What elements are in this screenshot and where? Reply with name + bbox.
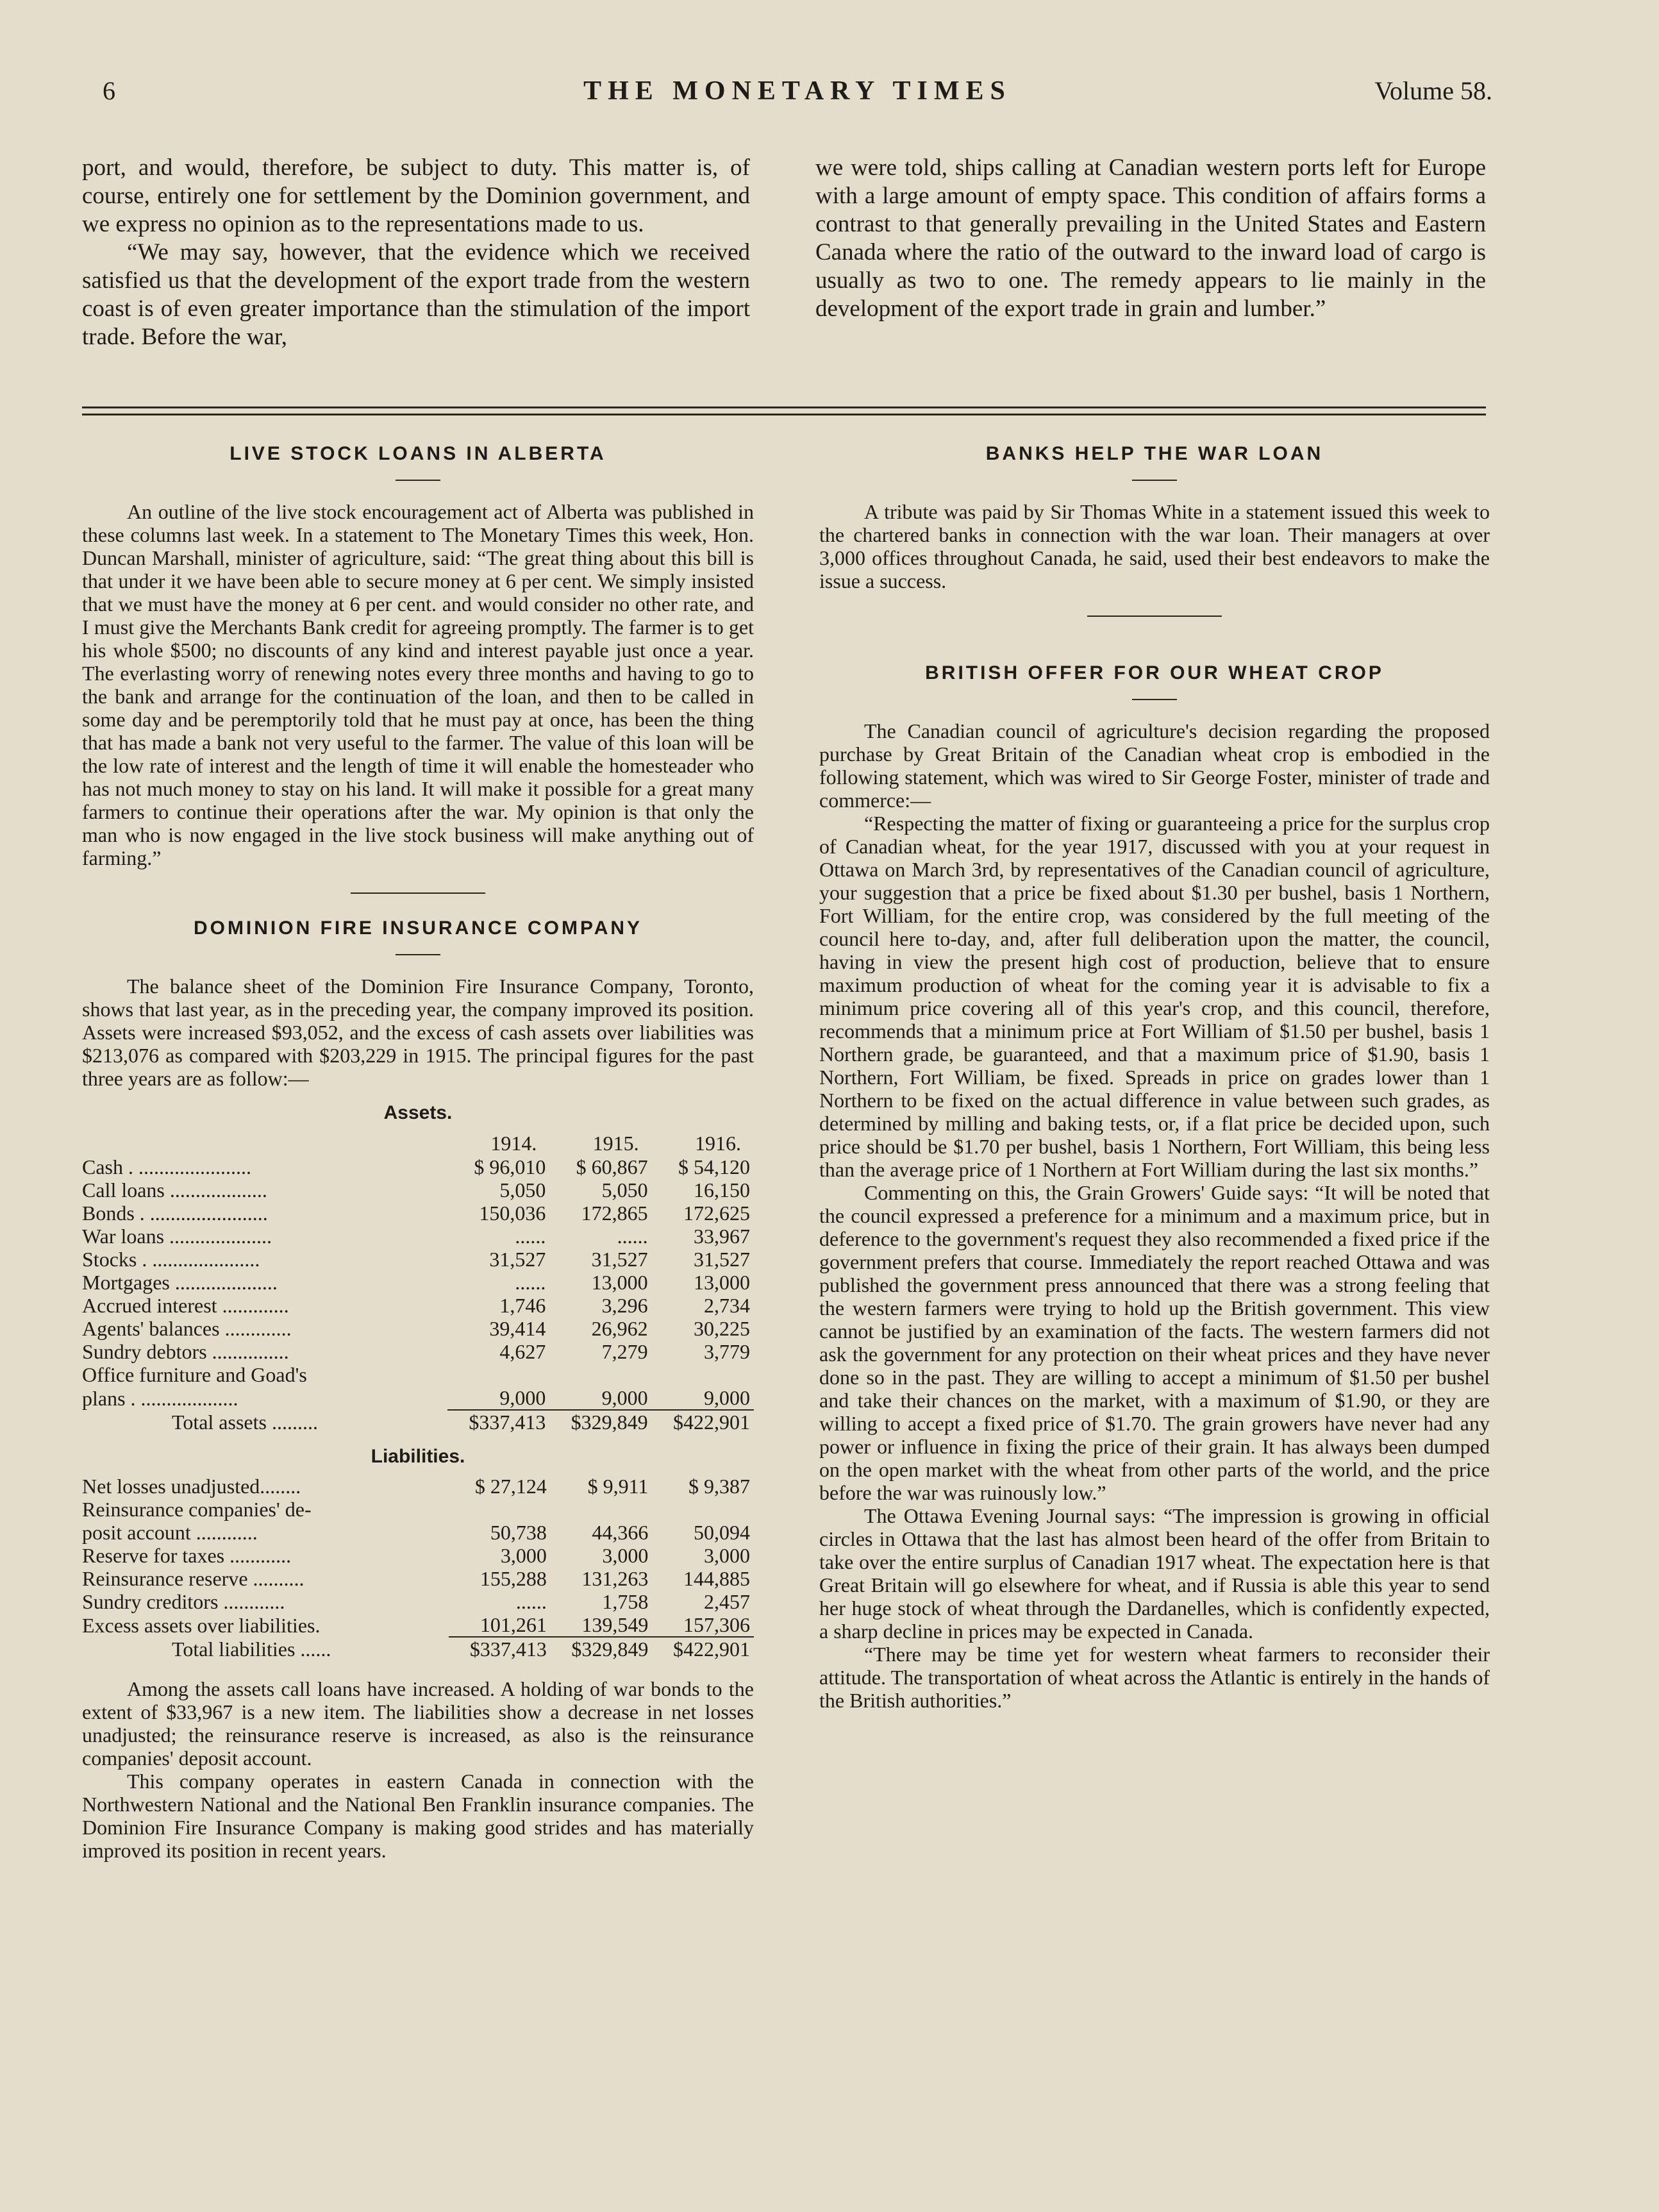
year-header: 1915.	[592, 1132, 639, 1155]
table-row	[82, 1155, 754, 1178]
headline-rule	[396, 954, 440, 955]
table-row	[82, 1386, 754, 1410]
total-row	[82, 1637, 754, 1661]
left-column	[82, 442, 754, 1862]
article-dominion-fire	[82, 917, 754, 1862]
paragraph: Commenting on this, the Grain Growers' Guide says: “It will be noted that the council expressed a preference for a minimum and a maximum price, but in deference to the government's request they also recommended a fixed price if the government prefers that course. Immediately the report reached Ottawa and was published the government press announced that there was a strong feeling that the western farmers were trying to hold up the British government. This view cannot be justified by an examination of the facts. The western farmers did not ask the government for any protection on their wheat prices and they have never done so in the past. They are willing to accept a minimum of $1.50 per bushel and take their chances on the market, with a maximum of $1.90, or they are willing to accept a fixed price of $1.70. The grain growers have never had any power or influence in fixing the price of their grain. It has always been dumped on the open market with the wheat from other parts of the world, and the price before the war was ruinously low.”	[819, 1181, 1490, 1504]
row-value: $ 60,867	[576, 1155, 648, 1178]
total-label: Total liabilities ......	[172, 1638, 331, 1661]
year-header: 1914.	[490, 1132, 537, 1155]
row-value: 31,527	[694, 1248, 750, 1271]
total-value: $329,849	[549, 1410, 651, 1434]
row-value: $ 9,387	[688, 1475, 750, 1498]
total-value: $337,413	[447, 1410, 549, 1434]
row-value: $ 9,911	[587, 1475, 649, 1498]
row-value: 31,527	[489, 1248, 546, 1271]
row-value: 9,000	[601, 1386, 648, 1409]
headline: LIVE STOCK LOANS IN ALBERTA	[229, 443, 606, 464]
row-value: 131,263	[581, 1567, 649, 1590]
table-row	[82, 1271, 754, 1294]
row-value: 4,627	[499, 1340, 546, 1363]
row-label: Mortgages ....................	[82, 1271, 278, 1294]
row-value	[447, 1363, 549, 1386]
row-value: 2,457	[704, 1590, 750, 1613]
row-label: posit account ............	[82, 1521, 258, 1544]
row-value	[449, 1498, 551, 1521]
table-row	[82, 1363, 754, 1386]
row-value: 26,962	[591, 1317, 648, 1340]
row-value: 5,050	[499, 1178, 546, 1202]
row-value: 9,000	[704, 1386, 750, 1409]
paragraph: The Canadian council of agriculture's decision regarding the proposed purchase by Great Britain of the Canadian wheat crop is embodied in the following statement, which was wired to Sir George Foster, minister of trade and commerce:—	[819, 719, 1490, 812]
year-header: 1916.	[695, 1132, 741, 1155]
assets-heading: Assets.	[383, 1102, 453, 1123]
row-value: 13,000	[591, 1271, 648, 1294]
row-value: 2,734	[704, 1294, 750, 1317]
row-label: Reinsurance reserve ..........	[82, 1567, 304, 1590]
row-value	[549, 1363, 651, 1386]
paragraph: A tribute was paid by Sir Thomas White in a statement issued this week to the chartered banks in connection with the war loan. Their managers at over 3,000 offices throughout Canada, he said, used their best endeavors to make the issue a success.	[819, 500, 1490, 592]
headline-rule	[396, 480, 440, 481]
row-value: ......	[515, 1590, 547, 1613]
row-value: 1,758	[602, 1590, 649, 1613]
total-value: $422,901	[652, 1637, 754, 1661]
total-value: $422,901	[652, 1410, 754, 1434]
headline-rule	[1132, 480, 1177, 481]
row-value: 101,261	[479, 1613, 547, 1636]
table-row	[82, 1178, 754, 1202]
table-row	[82, 1613, 754, 1637]
liabilities-heading: Liabilities.	[371, 1446, 465, 1467]
table-row	[82, 1317, 754, 1340]
row-label: Reinsurance companies' de-	[82, 1498, 312, 1521]
headline-rule	[1132, 699, 1177, 700]
row-value: 172,865	[581, 1202, 648, 1225]
paragraph: we were told, ships calling at Canadian western ports left for Europe with a large amount of empty space. This condition of affairs forms a contrast to that generally prevailing in the United States and Eastern Canada where the ratio of the outward to the inward load of cargo is usually as two to one. The remedy appears to lie mainly in the development of the export trade in grain and lumber.”	[815, 155, 1486, 322]
row-value: ......	[515, 1225, 546, 1248]
row-label: Agents' balances .............	[82, 1317, 292, 1340]
row-label: Cash . ......................	[82, 1155, 251, 1178]
row-value: 157,306	[683, 1613, 750, 1636]
headline: DOMINION FIRE INSURANCE COMPANY	[193, 917, 643, 939]
continued-article-left	[82, 154, 750, 351]
article-separator	[351, 892, 485, 894]
volume-label: Volume 58.	[1374, 76, 1492, 105]
row-value: 50,094	[694, 1521, 750, 1544]
row-value: 3,000	[500, 1544, 547, 1567]
row-value: 50,738	[490, 1521, 547, 1544]
article-british-offer	[819, 662, 1490, 1712]
row-label: Sundry debtors ...............	[82, 1340, 289, 1363]
article-separator	[1087, 616, 1222, 617]
table-row	[82, 1248, 754, 1271]
paragraph: “We may say, however, that the evidence which we received satisfied us that the development of the export trade from the western coast is of even greater importance than the stimulation of the import trade. Before the war,	[82, 239, 750, 350]
paragraph: “Respecting the matter of fixing or guaranteeing a price for the surplus crop of Canadian wheat, for the year 1917, discussed with you at your request in Ottawa on March 3rd, by representatives of the Canadian council of agriculture, your suggestion that a price be fixed about $1.30 per bushel, basis 1 Northern, Fort William, for the entire crop, was considered by the full meeting of the council here to-day, and, after full deliberation upon the matter, the council, having in view the present high cost of production, believe that to ensure maximum production of wheat for the coming year it is advisable to fix a minimum price covering all of this year's crop, and this council, therefore, recommends that a minimum price at Fort William of $1.50 per bushel, basis 1 Northern grade, be guaranteed, and that a maximum price of $1.90, basis 1 Northern, Fort William, be fixed. Spreads in price on grades lower than 1 Northern to be fixed on the actual difference in value between such grades, as determined by milling and baking tests, or, if a flat price be decided upon, such price should be $1.70 per bushel, basis 1 Northern, Fort William, this being less than the average price of 1 Northern at Fort William during the last six months.”	[819, 812, 1490, 1181]
page-header	[103, 76, 1492, 114]
row-label: Bonds . .......................	[82, 1202, 268, 1225]
row-value: 39,414	[489, 1317, 546, 1340]
row-label: Reserve for taxes ............	[82, 1544, 292, 1567]
continued-article-right	[815, 154, 1486, 323]
row-value: $ 96,010	[474, 1155, 546, 1178]
page-number: 6	[103, 76, 115, 105]
row-label: War loans ....................	[82, 1225, 272, 1248]
right-column	[819, 442, 1490, 1712]
row-value: 3,296	[601, 1294, 648, 1317]
row-label: Accrued interest .............	[82, 1294, 289, 1317]
row-value: ......	[617, 1225, 648, 1248]
article-live-stock-loans	[82, 442, 754, 869]
table-row	[82, 1498, 754, 1521]
assets-table	[82, 1131, 754, 1434]
row-value: 3,779	[704, 1340, 750, 1363]
liabilities-table	[82, 1475, 754, 1661]
row-value: 144,885	[683, 1567, 750, 1590]
paragraph: port, and would, therefore, be subject to duty. This matter is, of course, entirely one for settlement by the Dominion government, and we express no opinion as to the representations made to us.	[82, 155, 750, 237]
row-value: 139,549	[581, 1613, 649, 1636]
row-value: 16,150	[694, 1178, 750, 1202]
paragraph: The Ottawa Evening Journal says: “The impression is growing in official circles in Ottawa that the last has almost been heard of the offer from Britain to take over the entire surplus of Canadian 1917 wheat. The expectation here is that Great Britain will go elsewhere for wheat, and if Russia is able this year to send her huge stock of wheat through the Dardanelles, which is confidently expected, a sharp decline in prices may be expected in Canada.	[819, 1504, 1490, 1643]
table-row	[82, 1475, 754, 1498]
row-value: 3,000	[602, 1544, 649, 1567]
total-value: $329,849	[551, 1637, 653, 1661]
row-value	[652, 1363, 754, 1386]
row-value: $ 27,124	[474, 1475, 547, 1498]
row-value: 1,746	[499, 1294, 546, 1317]
total-label: Total assets .........	[172, 1411, 318, 1434]
paragraph: The balance sheet of the Dominion Fire Insurance Company, Toronto, shows that last year, as in the preceding year, the company improved its position. Assets were increased $93,052, and the excess of cash assets over liabilities was $213,076 as compared with $203,229 in 1915. The principal figures for the past three years are as follow:—	[82, 975, 754, 1090]
row-value: 30,225	[694, 1317, 750, 1340]
article-banks-war-loan	[819, 442, 1490, 592]
total-value: $337,413	[449, 1637, 551, 1661]
total-row	[82, 1410, 754, 1434]
row-value: 33,967	[694, 1225, 750, 1248]
section-divider	[82, 406, 1486, 415]
table-row	[82, 1225, 754, 1248]
row-label: Office furniture and Goad's	[82, 1363, 307, 1386]
row-value: 31,527	[591, 1248, 648, 1271]
row-value: 7,279	[601, 1340, 648, 1363]
table-row	[82, 1294, 754, 1317]
publication-title: THE MONETARY TIMES	[583, 76, 1012, 106]
table-row	[82, 1202, 754, 1225]
table-row	[82, 1567, 754, 1590]
row-value: 3,000	[704, 1544, 750, 1567]
paragraph: An outline of the live stock encouragement act of Alberta was published in these columns last week. In a statement to The Monetary Times this week, Hon. Duncan Marshall, minister of agriculture, said: “The great thing about this bill is that under it we have been able to secure money at 6 per cent. We simply insisted that we must have the money at 6 per cent. and would consider no other rate, and I must give the Merchants Bank credit for agreeing promptly. The farmer is to get his whole $500; no discounts of any kind and interest payable just once a year. The everlasting worry of renewing notes every three months and having to go to the bank and arrange for the continuation of the loan, and then to be called in some day and be peremptorily told that he must pay at once, has been the thing that has made a bank not very useful to the farmer. The value of this loan will be the low rate of interest and the length of time it will enable the homesteader who has not much money to stay on his land. It will make it possible for a great many farmers to continue their operations after the war. My opinion is that only the man who is now engaged in the live stock business will make anything out of farming.”	[82, 500, 754, 869]
row-value: 9,000	[499, 1386, 546, 1409]
paragraph: Among the assets call loans have increased. A holding of war bonds to the extent of $33,967 is a new item. The liabilities show a decrease in net losses unadjusted; the reinsurance reserve is increased, as also is the reinsurance companies' deposit account.	[82, 1677, 754, 1770]
table-row	[82, 1544, 754, 1567]
row-label: Sundry creditors ............	[82, 1590, 285, 1613]
row-value: 44,366	[592, 1521, 649, 1544]
headline: BRITISH OFFER FOR OUR WHEAT CROP	[925, 662, 1384, 683]
table-row	[82, 1340, 754, 1363]
row-label: Stocks . .....................	[82, 1248, 260, 1271]
row-value: 150,036	[479, 1202, 546, 1225]
row-value: 155,288	[479, 1567, 547, 1590]
row-value: 172,625	[683, 1202, 750, 1225]
row-value	[652, 1498, 754, 1521]
row-label: plans . ...................	[82, 1387, 238, 1410]
headline: BANKS HELP THE WAR LOAN	[985, 443, 1324, 464]
row-value: ......	[515, 1271, 546, 1294]
row-value: $ 54,120	[678, 1155, 750, 1178]
row-value: 5,050	[601, 1178, 648, 1202]
paragraph: This company operates in eastern Canada in connection with the Northwestern National and the National Ben Franklin insurance companies. The Dominion Fire Insurance Company is making good strides and has materially improved its position in recent years.	[82, 1770, 754, 1862]
row-label: Net losses unadjusted........	[82, 1475, 301, 1498]
table-row	[82, 1590, 754, 1613]
row-label: Call loans ...................	[82, 1178, 267, 1202]
paragraph: “There may be time yet for western wheat farmers to reconsider their attitude. The transportation of wheat across the Atlantic is entirely in the hands of the British authorities.”	[819, 1643, 1490, 1712]
row-value	[551, 1498, 653, 1521]
row-value: 13,000	[694, 1271, 750, 1294]
year-header-row	[82, 1131, 754, 1155]
table-row	[82, 1521, 754, 1544]
row-label: Excess assets over liabilities.	[82, 1614, 321, 1637]
